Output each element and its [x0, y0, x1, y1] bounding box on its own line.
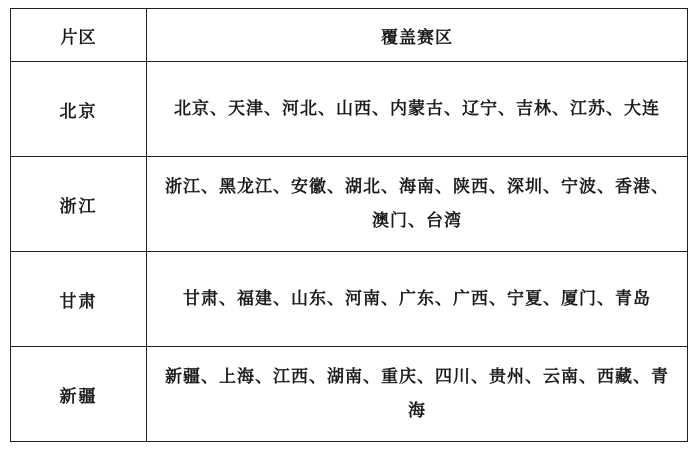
table-header-row — [11, 9, 688, 62]
column-header-region: 片区 — [11, 9, 147, 62]
cell-areas: 新疆、上海、江西、湖南、重庆、四川、贵州、云南、西藏、青海 — [147, 347, 688, 442]
table-row — [11, 347, 688, 442]
table-body — [11, 62, 688, 442]
table-row — [11, 62, 688, 157]
table-row — [11, 252, 688, 347]
table-row — [11, 157, 688, 252]
cell-areas: 甘肃、福建、山东、河南、广东、广西、宁夏、厦门、青岛 — [147, 252, 688, 347]
cell-region: 北京 — [11, 62, 147, 157]
region-coverage-table — [10, 8, 688, 442]
cell-areas: 北京、天津、河北、山西、内蒙古、辽宁、吉林、江苏、大连 — [147, 62, 688, 157]
cell-areas: 浙江、黑龙江、安徽、湖北、海南、陕西、深圳、宁波、香港、澳门、台湾 — [147, 157, 688, 252]
cell-region: 新疆 — [11, 347, 147, 442]
table-head — [11, 9, 688, 62]
cell-region: 甘肃 — [11, 252, 147, 347]
column-header-areas: 覆盖赛区 — [147, 9, 688, 62]
cell-region: 浙江 — [11, 157, 147, 252]
